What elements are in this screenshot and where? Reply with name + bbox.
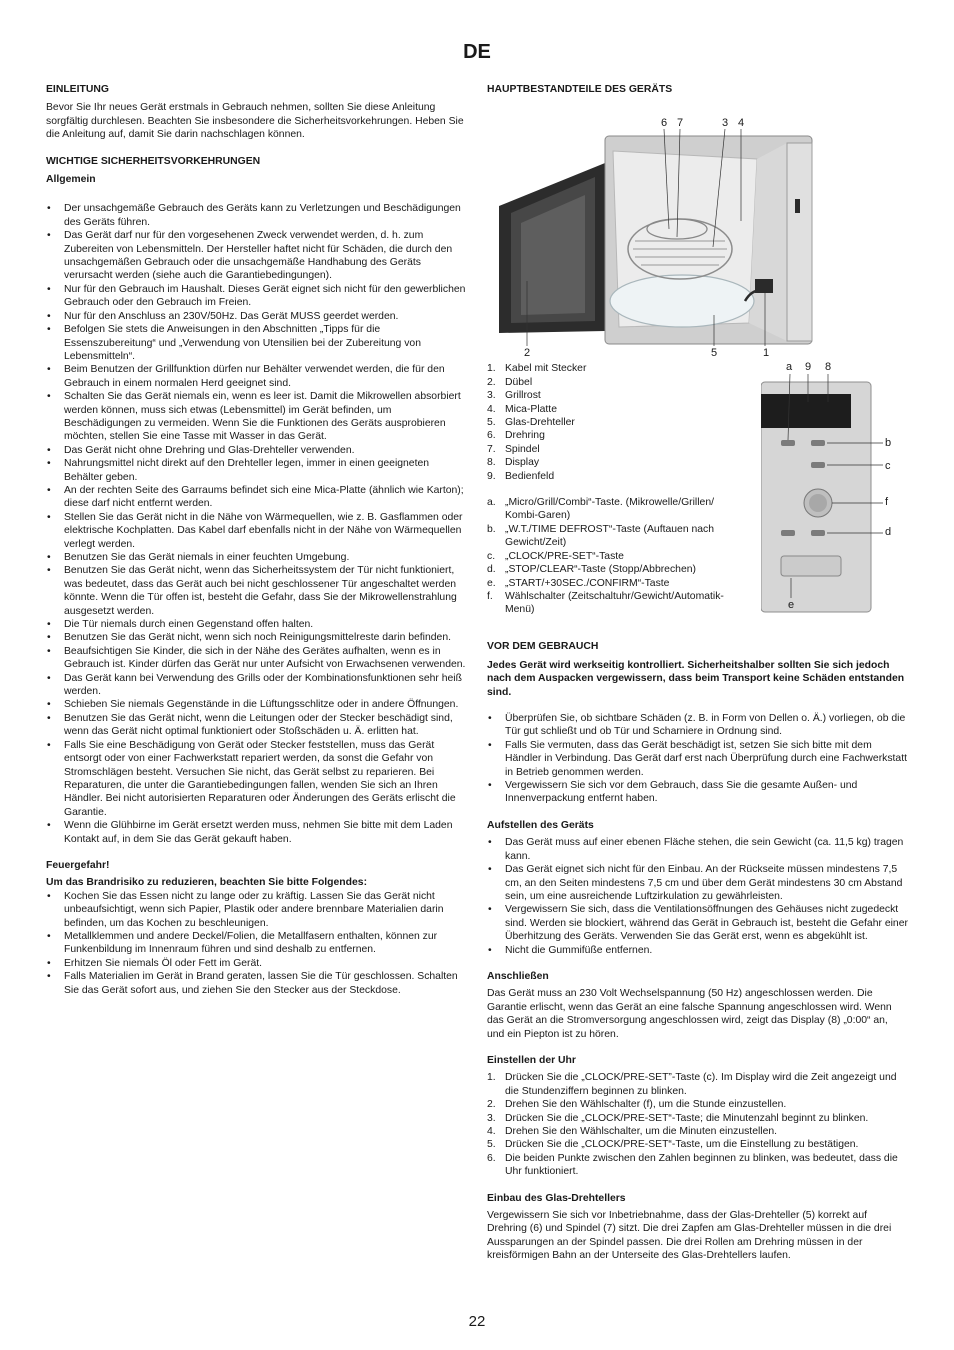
list-text: Kabel mit Stecker — [505, 363, 587, 375]
list-item: • Stellen Sie das Gerät nicht in die Nähe von Wärmequellen, wie z. B. Gasflammen oder elektrische Kochplatten. Das Kabel darf ebenfalls nicht in der Nähe von Wärmequellen verlegt werden. — [46, 511, 467, 551]
list-item: • Das Gerät eignet sich nicht für den Einbau. An der Rückseite müssen mindestens 7,5 cm, an den Seiten mindestens 7,5 cm und über dem Gerät mindestens 30 cm Abstand sein, um eine ausreichende Luftzirkulation zu gewährleisten. — [487, 863, 908, 903]
figure-label-3: 3 — [722, 117, 729, 130]
list-item: • Beim Benutzen der Grillfunktion dürfen nur Behälter verwendet werden, die für den Gebrauch in einem normalen Herd geeignet sind. — [46, 363, 467, 390]
panel-label-b: b — [885, 437, 892, 450]
setup-title: Aufstellen des Geräts — [487, 819, 594, 831]
list-text: Bedienfeld — [505, 470, 555, 482]
list-item: • Erhitzen Sie niemals Öl oder Fett im Gerät. — [46, 957, 467, 970]
list-item: • Kochen Sie das Essen nicht zu lange oder zu kräftig. Lassen Sie das Gerät nicht unbeaufsichtigt, wenn sich Papier, Plastik oder andere brennbare Materialien darin befinden, um das Kochen zu beschleunigen. — [46, 890, 467, 930]
figure-label-7: 7 — [677, 117, 684, 130]
list-item — [487, 1152, 908, 1179]
list-item — [487, 429, 742, 442]
fire-intro: Um das Brandrisiko zu reduzieren, beachten Sie bitte Folgendes: — [46, 877, 368, 889]
list-text: Display — [505, 457, 540, 469]
list-item — [487, 1125, 908, 1138]
panel-label-8: 8 — [825, 361, 832, 374]
list-item: • Falls Materialien im Gerät in Brand geraten, lassen Sie die Tür geschlossen. Schalten Sie das Gerät sofort aus, und ziehen Sie den Stecker aus der Steckdose. — [46, 970, 467, 997]
list-number: c. — [487, 550, 496, 562]
panel-label-c: c — [885, 460, 891, 473]
list-item — [487, 577, 742, 590]
list-number: 5. — [487, 417, 496, 429]
list-text: Spindel — [505, 443, 540, 455]
connect-text: Das Gerät muss an 230 Volt Wechselspannung (50 Hz) angeschlossen werden. Die Garantie erlischt, wenn das Gerät an eine falsche Spannung angeschlossen wird. Wenn das Gerät an die Stromversorgung angeschlossen wird, zeigt das Display (8) „0:00“ an, und ein Piepton ist zu hören. — [487, 988, 892, 1040]
parts-area — [487, 362, 908, 632]
connect-title: Anschließen — [487, 970, 549, 982]
list-item: • Nur für den Anschluss an 230V/50Hz. Das Gerät MUSS geerdet werden. — [46, 310, 467, 323]
list-item: • Benutzen Sie das Gerät nicht, wenn sich noch Reinigungsmittelreste darin befinden. — [46, 631, 467, 644]
list-text: Drehring — [505, 430, 545, 442]
list-item: • Das Gerät kann bei Verwendung des Grills oder der Kombinationsfunktionen sehr heiß werden. — [46, 672, 467, 699]
before-use-list — [487, 712, 908, 806]
fire-title: Feuergefahr! — [46, 859, 110, 871]
language-code: DE — [463, 41, 491, 63]
right-column — [487, 83, 908, 1276]
list-text: „Micro/Grill/Combi“-Taste. (Mikrowelle/Grillen/ Kombi-Garen) — [505, 497, 714, 522]
figure-label-5: 5 — [711, 347, 718, 360]
list-item — [487, 456, 742, 469]
list-text: „W.T./TIME DEFROST“-Taste (Auftauen nach Gewicht/Zeit) — [505, 523, 715, 549]
list-text: Drücken Sie die „CLOCK/PRE-SET”-Taste (c). Im Display wird die Zeit angezeigt und die Stundenziffern beginnen zu blinken. — [505, 1072, 897, 1097]
list-item — [487, 1138, 908, 1151]
list-number: 7. — [487, 443, 496, 455]
list-item — [487, 470, 742, 483]
list-item: • Nahrungsmittel nicht direkt auf den Drehteller legen, immer in einen geeigneten Behälter geben. — [46, 457, 467, 484]
list-number: 4. — [487, 1126, 496, 1137]
list-text: „CLOCK/PRE-SET“-Taste — [505, 550, 624, 562]
list-number: 2. — [487, 376, 496, 388]
glass-title: Einbau des Glas-Drehtellers — [487, 1192, 626, 1204]
figure-label-6: 6 — [661, 117, 668, 130]
controls-list — [487, 496, 742, 617]
panel-label-f: f — [885, 496, 889, 509]
microwave-figure — [487, 101, 908, 360]
panel-label-e: e — [788, 599, 795, 612]
panel-label-9: 9 — [805, 361, 812, 374]
list-number: 5. — [487, 1139, 496, 1151]
list-item: • Der unsachgemäße Gebrauch des Geräts kann zu Verletzungen und Beschädigungen des Geräts führen. — [46, 202, 467, 229]
general-title: Allgemein — [46, 174, 96, 186]
microwave-illustration — [487, 101, 908, 356]
list-number: 3. — [487, 1112, 496, 1124]
list-item: • Benutzen Sie das Gerät nicht, wenn das Sicherheitssystem der Tür nicht funktioniert, was bedeutet, dass das Gerät auch bei nicht geschlossener Tür angeschaltet werden könnte. Wenn die Tür offen ist, besteht die Gefahr, dass Sie der Mikrowellenstrahlung ausgesetzt werden. — [46, 564, 467, 618]
list-number: 2. — [487, 1099, 496, 1111]
list-text: Drehen Sie den Wählschalter, um die Minuten einzustellen. — [505, 1126, 778, 1137]
list-text: Die beiden Punkte zwischen den Zahlen beginnen zu blinken, was bedeutet, dass die Uhr funktioniert. — [505, 1152, 898, 1178]
list-text: Drücken Sie die „CLOCK/PRE-SET“-Taste; die Minutenzahl beginnt zu blinken. — [505, 1112, 869, 1124]
general-safety-list — [46, 202, 467, 846]
list-item: • Nicht die Gummifüße entfernen. — [487, 944, 908, 957]
list-item: • Vergewissern Sie sich vor dem Gebrauch, dass Sie die gesamte Außen- und Innenverpackung entfernt haben. — [487, 779, 908, 806]
setup-list — [487, 836, 908, 957]
list-item — [487, 389, 742, 402]
list-text: „START/+30SEC./CONFIRM“-Taste — [505, 577, 670, 589]
list-item — [487, 443, 742, 456]
list-number: b. — [487, 523, 496, 535]
list-item: • An der rechten Seite des Garraums befindet sich eine Mica-Platte (ähnlich wie Karton); diese darf nicht entfernt werden. — [46, 484, 467, 511]
list-text: Dübel — [505, 376, 533, 388]
list-item: • Vergewissern Sie sich, dass die Ventilationsöffnungen des Gehäuses nicht zugedeckt sind. Werden sie blockiert, während das Gerät in Gebrauch ist, besteht die Gefahr einer Überhitzung des Geräts. Verwenden Sie das Gerät erst, wenn es abgekühlt ist. — [487, 903, 908, 943]
list-text: Mica-Platte — [505, 403, 557, 415]
list-item — [487, 563, 742, 576]
fire-safety-list — [46, 890, 467, 997]
list-item: • Falls Sie eine Beschädigung von Gerät oder Stecker feststellen, muss das Gerät entsorgt oder von einer Fachwerkstatt repariert werden, da sonst die Gefahr von Stromschlägen besteht. Versuchen Sie nicht, das Gerät selbst zu reparieren. Bei Reparaturen, die unter die Garantiebedingungen fallen, wenden Sie sich an Ihren Händler. Bei nicht autorisierten Reparaturen oder Änderungen des Geräts erlischt die Garantie. — [46, 739, 467, 819]
list-number: e. — [487, 577, 496, 589]
list-item: • Befolgen Sie stets die Anweisungen in den Abschnitten „Tipps für die Essenszubereitung“ und „Verwendung von Utensilien bei der Zubereitung von Lebensmitteln“. — [46, 323, 467, 363]
list-item — [487, 376, 742, 389]
list-item — [487, 590, 742, 617]
list-text: Glas-Drehteller — [505, 417, 575, 429]
list-item: • Benutzen Sie das Gerät nicht, wenn die Leitungen oder der Stecker beschädigt sind, wenn das Gerät nicht optimal funktioniert oder Stoßschäden u. Ä. erlitten hat. — [46, 712, 467, 739]
list-number: 3. — [487, 390, 496, 402]
list-item: • Benutzen Sie das Gerät niemals in einer feuchten Umgebung. — [46, 551, 467, 564]
before-use-title: VOR DEM GEBRAUCH — [487, 641, 599, 653]
list-item — [487, 496, 742, 523]
intro-title: EINLEITUNG — [46, 84, 109, 95]
panel-label-a: a — [786, 361, 793, 374]
list-item — [487, 403, 742, 416]
glass-plate — [610, 275, 754, 327]
list-item: • Das Gerät darf nur für den vorgesehenen Zweck verwendet werden, d. h. zum Zubereiten von Lebensmitteln. Der Hersteller haftet nicht für Schäden, die durch den unsachgemäßen Gebrauch oder die unsachgemäße Handhabung des Geräts verursacht werden (siehe auch die Garantiebedingungen). — [46, 229, 467, 283]
page-number: 22 — [468, 1313, 486, 1330]
list-number: f. — [487, 590, 493, 602]
figure-label-4: 4 — [738, 117, 745, 130]
list-number: 1. — [487, 1072, 496, 1084]
intro-text: Bevor Sie Ihr neues Gerät erstmals in Gebrauch nehmen, sollten Sie diese Anleitung sorgfältig durchlesen. Beachten Sie insbesondere die Sicherheitsvorkehrungen. Heben Sie die Anleitung auf, damit Sie darin nachschlagen können. — [46, 102, 464, 141]
list-item: • Schieben Sie niemals Gegenstände in die Lüftungsschlitze oder in andere Öffnungen. — [46, 698, 467, 711]
list-item — [487, 1098, 908, 1111]
list-number: 6. — [487, 430, 496, 442]
list-number: a. — [487, 497, 496, 509]
list-item — [487, 523, 742, 550]
list-item: • Überprüfen Sie, ob sichtbare Schäden (z. B. in Form von Dellen o. Ä.) vorliegen, ob die Tür gut schließt und ob Tür und Scharniere in Ordnung sind. — [487, 712, 908, 739]
figure-label-2: 2 — [524, 347, 531, 360]
clock-title: Einstellen der Uhr — [487, 1054, 576, 1066]
before-use-bold: Jedes Gerät wird werkseitig kontrolliert. Sicherheitshalber sollten Sie sich jedoch nach dem Auspacken vergewissern, dass beim Transport keine Schäden entstanden sind. — [487, 659, 905, 698]
list-number: 1. — [487, 363, 496, 375]
panel-label-d: d — [885, 526, 892, 539]
list-item: • Das Gerät muss auf einer ebenen Fläche stehen, die sein Gewicht (ca. 11,5 kg) tragen kann. — [487, 836, 908, 863]
list-item — [487, 362, 742, 375]
list-number: 6. — [487, 1152, 496, 1164]
list-item: • Beaufsichtigen Sie Kinder, die sich in der Nähe des Gerätes aufhalten, wenn es in Gebrauch ist. Kinder dürfen das Gerät nur unter Aufsicht von Erwachsenen verwenden. — [46, 645, 467, 672]
figure-label-1: 1 — [763, 347, 770, 360]
list-item — [487, 550, 742, 563]
list-text: Wählschalter (Zeitschaltuhr/Gewicht/Automatik-Menü) — [505, 590, 724, 616]
list-item — [487, 416, 742, 429]
left-column — [46, 83, 467, 1010]
list-number: 8. — [487, 457, 496, 469]
control-panel-figure — [761, 362, 908, 632]
list-item: • Nur für den Gebrauch im Haushalt. Dieses Gerät eignet sich nicht für den gewerblichen Gebrauch oder den Gebrauch im Freien. — [46, 283, 467, 310]
list-item: • Falls Sie vermuten, dass das Gerät beschädigt ist, setzen Sie sich bitte mit dem Händler in Verbindung. Das Gerät darf erst nach Überprüfung durch eine Fachwerkstatt in Betrieb genommen werden. — [487, 739, 908, 779]
list-item — [487, 1071, 908, 1098]
list-item — [487, 1112, 908, 1125]
glass-text: Vergewissern Sie sich vor Inbetriebnahme, dass der Glas-Drehteller (5) korrekt auf Drehring (6) und Spindel (7) sitzt. Die drei Zapfen am Glas-Drehteller müssen in die drei Aussparungen an der Spindel passen. Die drei Rollen am Drehring müssen in der kreisförmigen Bahn an der Unterseite des Glas-Drehtellers laufen. — [487, 1210, 892, 1262]
list-item: • Schalten Sie das Gerät niemals ein, wenn es leer ist. Damit die Mikrowellen absorbiert werden können, muss sich etwas (Lebensmittel) im Gerät befinden, um Beschädigungen zu vermeiden. Wenn Sie die Funktionen des Geräts ausprobieren möchten, stellen Sie eine Tasse mit Wasser in das Gerät. — [46, 390, 467, 444]
parts-list — [487, 362, 742, 483]
list-text: Drehen Sie den Wählschalter (f), um die Stunde einzustellen. — [505, 1099, 787, 1111]
clock-steps-list — [487, 1071, 908, 1178]
safety-title: WICHTIGE SICHERHEITSVORKEHRUNGEN — [46, 155, 261, 167]
list-text: „STOP/CLEAR“-Taste (Stopp/Abbrechen) — [505, 564, 696, 576]
list-item: • Das Gerät nicht ohne Drehring und Glas-Drehteller verwenden. — [46, 444, 467, 457]
list-text: Grillrost — [505, 390, 541, 402]
list-text: Drücken Sie die „CLOCK/PRE-SET“-Taste, um die Einstellung zu bestätigen. — [505, 1139, 859, 1151]
list-item: • Metallklemmen und andere Deckel/Folien, die Metallfasern enthalten, können zur Funkenbildung im Innenraum führen und sind deshalb zu entfernen. — [46, 930, 467, 957]
parts-title: HAUPTBESTANDTEILE DES GERÄTS — [487, 84, 673, 95]
list-number: 4. — [487, 403, 496, 415]
panel-display — [761, 394, 851, 428]
list-number: 9. — [487, 470, 496, 482]
list-item: • Wenn die Glühbirne im Gerät ersetzt werden muss, nehmen Sie bitte mit dem Laden Kontakt auf, in dem Sie das Gerät gekauft haben. — [46, 819, 467, 846]
list-item: • Die Tür niemals durch einen Gegenstand offen halten. — [46, 618, 467, 631]
list-number: d. — [487, 564, 496, 576]
